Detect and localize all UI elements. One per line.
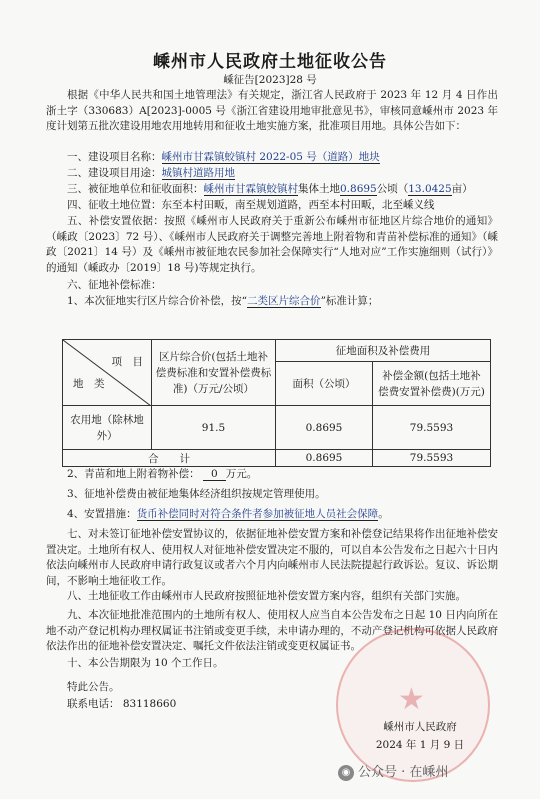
seal-star-icon: ★ — [398, 682, 425, 717]
header-corner-cell — [63, 340, 152, 406]
header-price: 区片综合价(包括土地补偿费标准和安置补偿费标准)（万元/公顷） — [152, 340, 276, 406]
item-8: 八、土地征收工作由嵊州市人民政府按照征地补偿安置方案内容，组织有关部门实施。 — [67, 590, 466, 602]
item-2: 二、建设项目用途：城镇村道路用地 — [67, 167, 235, 179]
item-6: 六、征地补偿标准： — [67, 279, 162, 291]
header-amount: 补偿金额(包括土地补偿费安置补偿费)(万元) — [373, 362, 491, 406]
item-9: 九、本次征地批准范围内的土地所有权人、使用权人应当自本公告发布之日起 10 日内向所在地不动产登记机构办理权属证书注销或变更手续，未申请办理的，不动产登记机构可依据人民政府依法作出的征地补偿安置决定、嘱托文件依法注销或变更权属证书。 — [46, 609, 498, 652]
signature-date: 2024 年 1 月 9 日 — [375, 739, 465, 751]
header-area: 面积（公顷） — [276, 362, 373, 406]
watermark: ◉ 公众号 · 在嵊州 — [338, 761, 448, 781]
signature-org: 嵊州市人民政府 — [383, 721, 457, 733]
row-amount: 79.5593 — [373, 406, 491, 450]
contact-phone: 联系电话： 83118660 — [67, 698, 177, 710]
item-6-3: 3、征地补偿费由被征地集体经济组织按规定管理使用。 — [67, 488, 326, 500]
compensation-table — [62, 339, 491, 467]
item-6-2: 2、青苗和地上附着物补偿： 0 万元。 — [67, 468, 258, 480]
wechat-icon: ◉ — [338, 765, 354, 781]
item-10: 十、本公告期限为 10 个工作日。 — [67, 657, 224, 669]
header-group: 征地面积及补偿费用 — [276, 340, 491, 362]
row-price: 91.5 — [152, 406, 276, 450]
item-6-4: 4、安置措施：货币补偿同时对符合条件者参加被征地人员社会保障。 — [67, 508, 389, 520]
item-5: 五、补偿安置依据：按照《嵊州市人民政府关于重新公布嵊州市征地区片综合地价的通知》（嵊政〔2023〕72 号）、《嵊州市人民政府关于调整完善地上附着物和青苗补偿标准的通知》（嵊政〔2021〕14 号）及《嵊州市被征地农民参加社会保障实行“人地对应”工作实施细则（试行）》的通知（嵊政办〔2019〕18 号)等规定执行。 — [46, 215, 498, 274]
header-type: 地 类 — [73, 377, 105, 390]
closing-text: 特此公告。 — [67, 681, 120, 693]
page-title: 嵊州市人民政府土地征收公告 — [153, 52, 387, 72]
item-7: 七、对未签订征地补偿安置协议的，依据征地补偿安置方案和补偿登记结果将作出征地补偿安置决定。土地所有权人、使用权人对征地补偿安置决定不服的，可以自本公告发布之日起六十日内依法向嵊州市人民政府申请行政复议或者六个月内向嵊州市人民法院提起行政诉讼。复议、诉讼期间，不影响土地征收工作。 — [46, 528, 498, 587]
row-area: 0.8695 — [276, 406, 373, 450]
header-item: 项 目 — [111, 355, 143, 368]
row-land-type: 农用地（除林地外） — [63, 406, 152, 450]
total-label: 合 计 — [63, 450, 276, 467]
diagonal-line — [63, 340, 151, 406]
total-amount: 79.5593 — [373, 450, 491, 467]
item-3: 三、被征地单位和征收面积：嵊州市甘霖镇蛟镇村集体土地0.8695公顷（13.0425亩） — [67, 183, 473, 195]
total-area: 0.8695 — [276, 450, 373, 467]
official-seal — [336, 628, 490, 782]
item-6-1: 1、本次征地实行区片综合价补偿，按“二类区片综合价”标准计算； — [67, 295, 379, 307]
item-1: 一、建设项目名称：嵊州市甘霖镇蛟镇村 2022-05 号（道路）地块 — [67, 151, 380, 163]
document-number: 嵊征告[2023]28 号 — [223, 74, 317, 86]
intro-paragraph: 根据《中华人民共和国土地管理法》有关规定，浙江省人民政府于 2023 年 12 月 4 日作出浙土字（330683）A[2023]-0005 号《浙江省建设用地审批意见书》，审核同意嵊州市 2023 年度计划第五批次建设用地农用地转用和征收土地实施方案，批准项目用地。具体公告如下： — [46, 89, 498, 132]
item-4: 四、征收土地位置：东至本村田畈，南至规划道路，西至本村田畈，北至嵊义线 — [67, 199, 435, 211]
project-name: 嵊州市甘霖镇蛟镇村 2022-05 号（道路）地块 — [161, 151, 380, 163]
project-use: 城镇村道路用地 — [161, 167, 235, 179]
